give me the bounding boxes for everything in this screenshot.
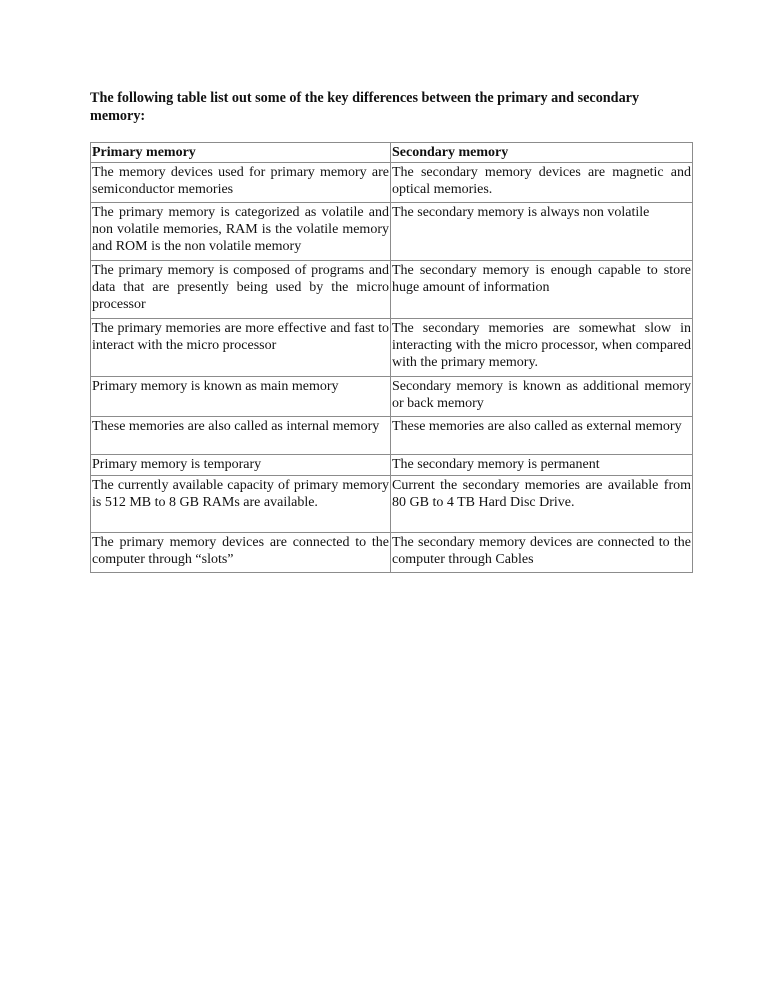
table-cell-secondary: Secondary memory is known as additional memory or back memory [391, 377, 693, 417]
table-cell-secondary: The secondary memory is always non volatile [391, 203, 693, 261]
column-header-primary: Primary memory [91, 143, 391, 163]
table-row [91, 203, 693, 261]
table-row [91, 261, 693, 319]
table-row [91, 533, 693, 573]
column-header-secondary: Secondary memory [391, 143, 693, 163]
table-cell-primary: The primary memory devices are connected to the computer through “slots” [91, 533, 391, 573]
table-cell-primary: The currently available capacity of primary memory is 512 MB to 8 GB RAMs are available. [91, 476, 391, 533]
table-row [91, 476, 693, 533]
table-cell-secondary: The secondary memory is enough capable to store huge amount of information [391, 261, 693, 319]
table-cell-secondary: The secondary memories are somewhat slow in interacting with the micro processor, when compared with the primary memory. [391, 319, 693, 377]
table-cell-secondary: Current the secondary memories are available from 80 GB to 4 TB Hard Disc Drive. [391, 476, 693, 533]
document-heading: The following table list out some of the key differences between the primary and secondary memory: [90, 90, 640, 124]
table-header-row [91, 143, 693, 163]
table-row [91, 455, 693, 476]
table-cell-primary: The primary memory is composed of programs and data that are presently being used by the micro processor [91, 261, 391, 319]
table-row [91, 163, 693, 203]
table-row [91, 417, 693, 455]
table-cell-primary: The memory devices used for primary memory are semiconductor memories [91, 163, 391, 203]
table-cell-secondary: The secondary memory devices are connected to the computer through Cables [391, 533, 693, 573]
table-cell-secondary: The secondary memory devices are magnetic and optical memories. [391, 163, 693, 203]
table-cell-secondary: These memories are also called as external memory [391, 417, 693, 455]
document-page [90, 89, 692, 573]
table-row [91, 319, 693, 377]
table-cell-primary: These memories are also called as internal memory [91, 417, 391, 455]
table-cell-primary: Primary memory is temporary [91, 455, 391, 476]
table-row [91, 377, 693, 417]
table-cell-primary: The primary memories are more effective and fast to interact with the micro processor [91, 319, 391, 377]
table-cell-primary: Primary memory is known as main memory [91, 377, 391, 417]
table-cell-primary: The primary memory is categorized as volatile and non volatile memories, RAM is the volatile memory and ROM is the non volatile memory [91, 203, 391, 261]
table-cell-secondary: The secondary memory is permanent [391, 455, 693, 476]
comparison-table [90, 142, 693, 573]
